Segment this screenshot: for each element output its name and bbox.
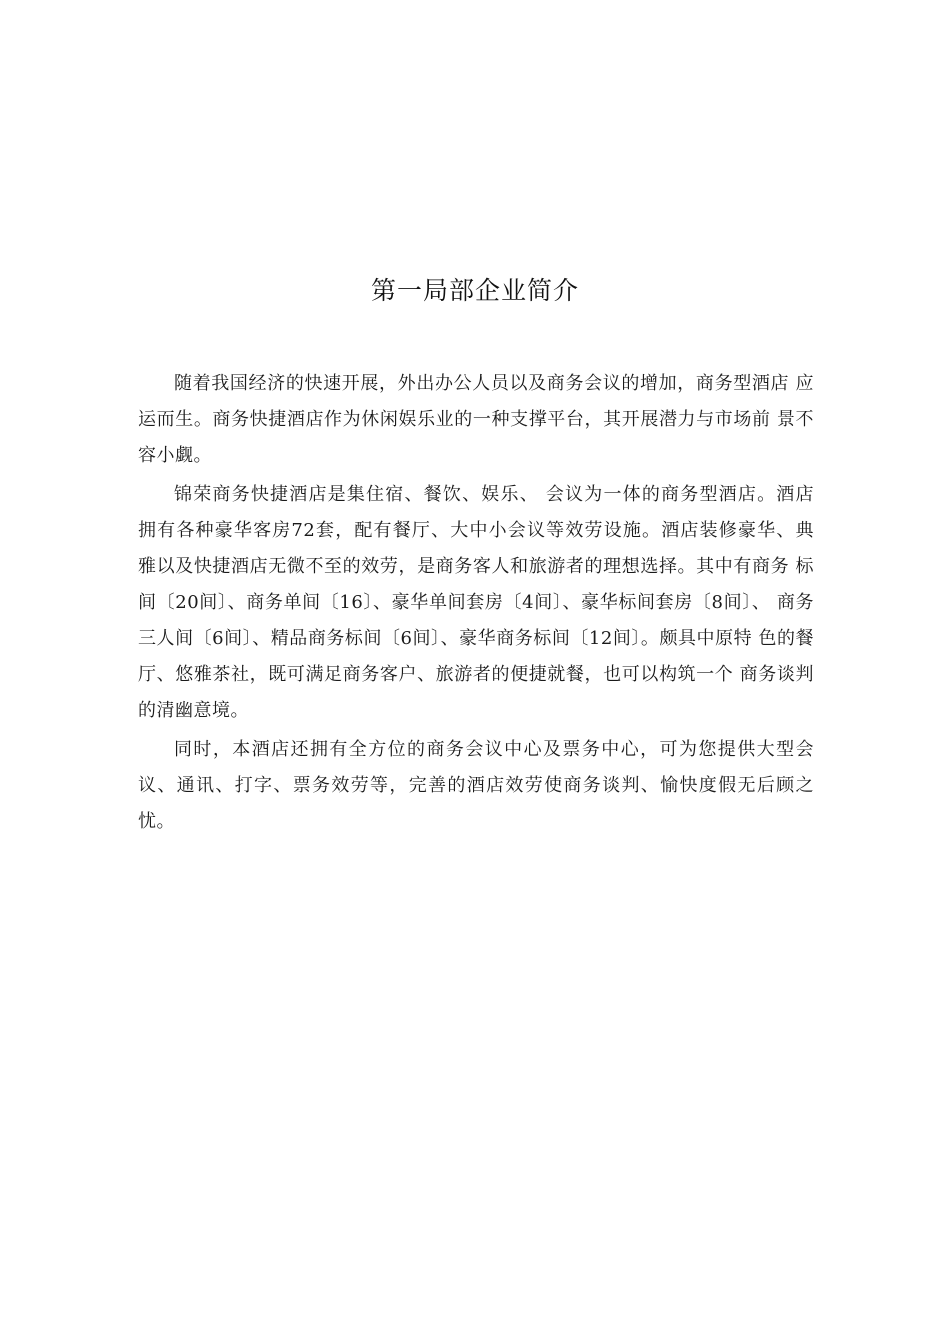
paragraph-intro: 随着我国经济的快速开展，外出办公人员以及商务会议的增加，商务型酒店 应运而生。商务快捷酒店作为休闲娱乐业的一种支撑平台，其开展潜力与市场前 景不容小觑。 <box>138 373 814 466</box>
paragraph-services: 同时，本酒店还拥有全方位的商务会议中心及票务中心，可为您提供大型会议、通讯、打字、票务效劳等，完善的酒店效劳使商务谈判、愉快度假无后顾之忧。 <box>138 739 814 832</box>
body-text <box>138 366 814 843</box>
paragraph-hotel-overview: 锦荣商务快捷酒店是集住宿、餐饮、娱乐、 会议为一体的商务型酒店。酒店 拥有各种豪华客房72套，配有餐厅、大中小会议等效劳设施。酒店装修豪华、典 雅以及快捷酒店无微不至的效劳，是商务客人和旅游者的理想选择。其中有商务 标间〔20间〕、商务单间〔16〕、豪华单间套房〔4间〕、豪华标间套房〔8间〕、 商务三人间〔6间〕、精品商务标间〔6间〕、豪华商务标间〔12间〕。颇具中原特 色的餐厅、悠雅茶社，既可满足商务客户、旅游者的便捷就餐，也可以构筑一个 商务谈判的清幽意境。 <box>138 484 814 721</box>
section-title: 第一局部企业简介 <box>370 276 579 305</box>
